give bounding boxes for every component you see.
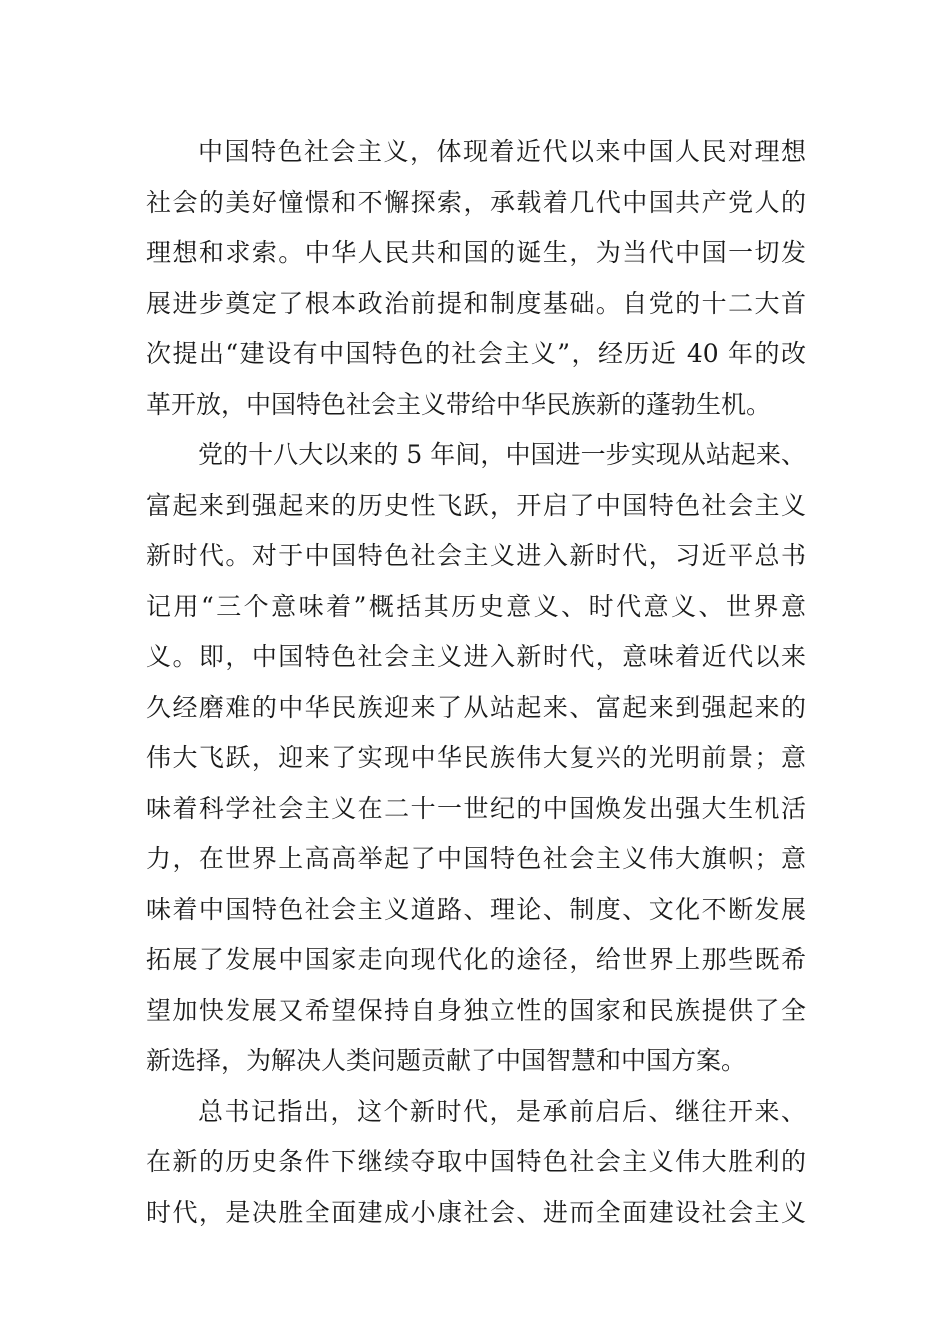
paragraph-line: 新时代。对于中国特色社会主义进入新时代，习近平总书 xyxy=(146,541,806,570)
paragraph-line: 望加快发展又希望保持自身独立性的国家和民族提供了全 xyxy=(146,995,806,1025)
paragraph-line: 党的十八大以来的 5 年间，中国进一步实现从站起来、 xyxy=(198,440,806,469)
paragraph-line: 展进步奠定了根本政治前提和制度基础。自党的十二大首 xyxy=(146,288,806,318)
paragraph-1 xyxy=(146,127,806,430)
paragraph-line: 伟大飞跃，迎来了实现中华民族伟大复兴的光明前景；意 xyxy=(146,743,806,772)
paragraph-line: 力，在世界上高高举起了中国特色社会主义伟大旗帜；意 xyxy=(146,844,806,873)
paragraph-line: 拓展了发展中国家走向现代化的途径，给世界上那些既希 xyxy=(146,945,806,974)
paragraph-line: 社会的美好憧憬和不懈探索，承载着几代中国共产党人的 xyxy=(146,187,806,217)
paragraph-line: 总书记指出，这个新时代，是承前启后、继往开来、 xyxy=(198,1096,806,1126)
paragraph-line: 记用“三个意味着”概括其历史意义、时代意义、世界意 xyxy=(146,591,806,621)
paragraph-line: 味着科学社会主义在二十一世纪的中国焕发出强大生机活 xyxy=(146,793,806,823)
paragraph-line: 味着中国特色社会主义道路、理论、制度、文化不断发展 xyxy=(146,894,806,924)
paragraph-line: 次提出“建设有中国特色的社会主义”，经历近 40 年的改 xyxy=(146,339,806,368)
paragraph-line: 久经磨难的中华民族迎来了从站起来、富起来到强起来的 xyxy=(146,692,806,722)
paragraph-line: 新选择，为解决人类问题贡献了中国智慧和中国方案。 xyxy=(146,1046,747,1075)
paragraph-line: 义。即，中国特色社会主义进入新时代，意味着近代以来 xyxy=(146,642,806,671)
document-body xyxy=(146,127,806,1238)
paragraph-2 xyxy=(146,430,806,1087)
paragraph-line: 时代，是决胜全面建成小康社会、进而全面建设社会主义 xyxy=(146,1197,806,1227)
paragraph-3 xyxy=(146,1087,806,1239)
paragraph-line: 中国特色社会主义，体现着近代以来中国人民对理想 xyxy=(198,137,806,166)
paragraph-line: 理想和求索。中华人民共和国的诞生，为当代中国一切发 xyxy=(146,238,806,267)
paragraph-line: 革开放，中国特色社会主义带给中华民族新的蓬勃生机。 xyxy=(146,389,772,419)
paragraph-line: 在新的历史条件下继续夺取中国特色社会主义伟大胜利的 xyxy=(146,1147,806,1176)
paragraph-line: 富起来到强起来的历史性飞跃，开启了中国特色社会主义 xyxy=(146,490,806,520)
